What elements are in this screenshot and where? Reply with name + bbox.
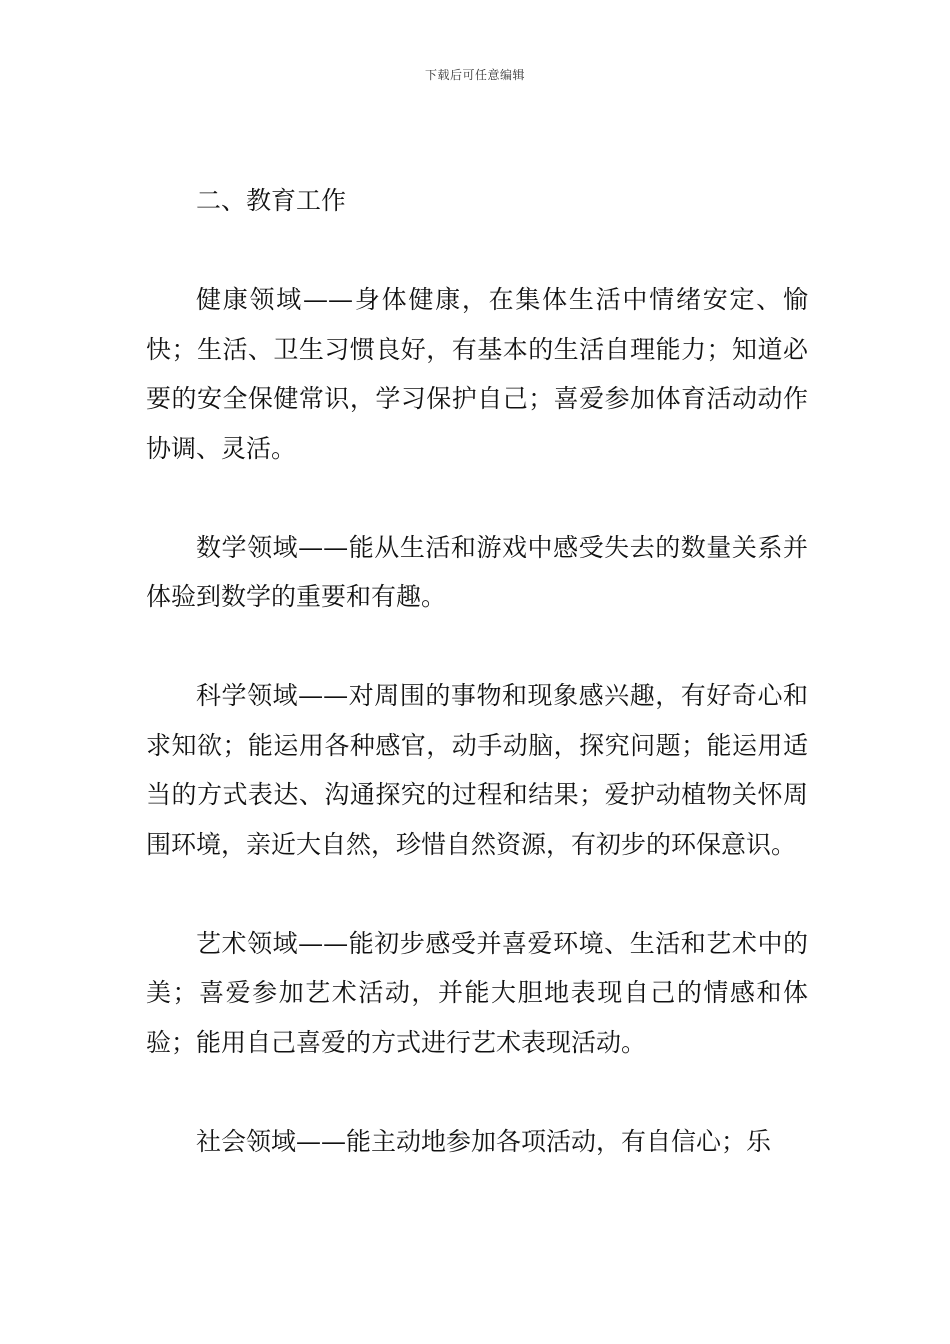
document-body bbox=[146, 176, 808, 1166]
paragraph-health: 健康领域——身体健康，在集体生活中情绪安定、愉快；生活、卫生习惯良好，有基本的生活自理能力；知道必要的安全保健常识，学习保护自己；喜爱参加体育活动动作协调、灵活。 bbox=[146, 285, 808, 463]
paragraph-art: 艺术领域——能初步感受并喜爱环境、生活和艺术中的美；喜爱参加艺术活动，并能大胆地表现自己的情感和体验；能用自己喜爱的方式进行艺术表现活动。 bbox=[146, 928, 808, 1057]
paragraph-social: 社会领域——能主动地参加各项活动，有自信心；乐 bbox=[196, 1126, 772, 1156]
section-title: 二、教育工作 bbox=[196, 186, 347, 215]
page-header-note: 下载后可任意编辑 bbox=[424, 68, 525, 82]
paragraph-science: 科学领域——对周围的事物和现象感兴趣，有好奇心和求知欲；能运用各种感官，动手动脑，探究问题；能运用适当的方式表达、沟通探究的过程和结果；爱护动植物关怀周围环境，亲近大自然，珍惜自然资源，有初步的环保意识。 bbox=[146, 681, 808, 859]
paragraph-math: 数学领域——能从生活和游戏中感受失去的数量关系并体验到数学的重要和有趣。 bbox=[146, 532, 808, 611]
